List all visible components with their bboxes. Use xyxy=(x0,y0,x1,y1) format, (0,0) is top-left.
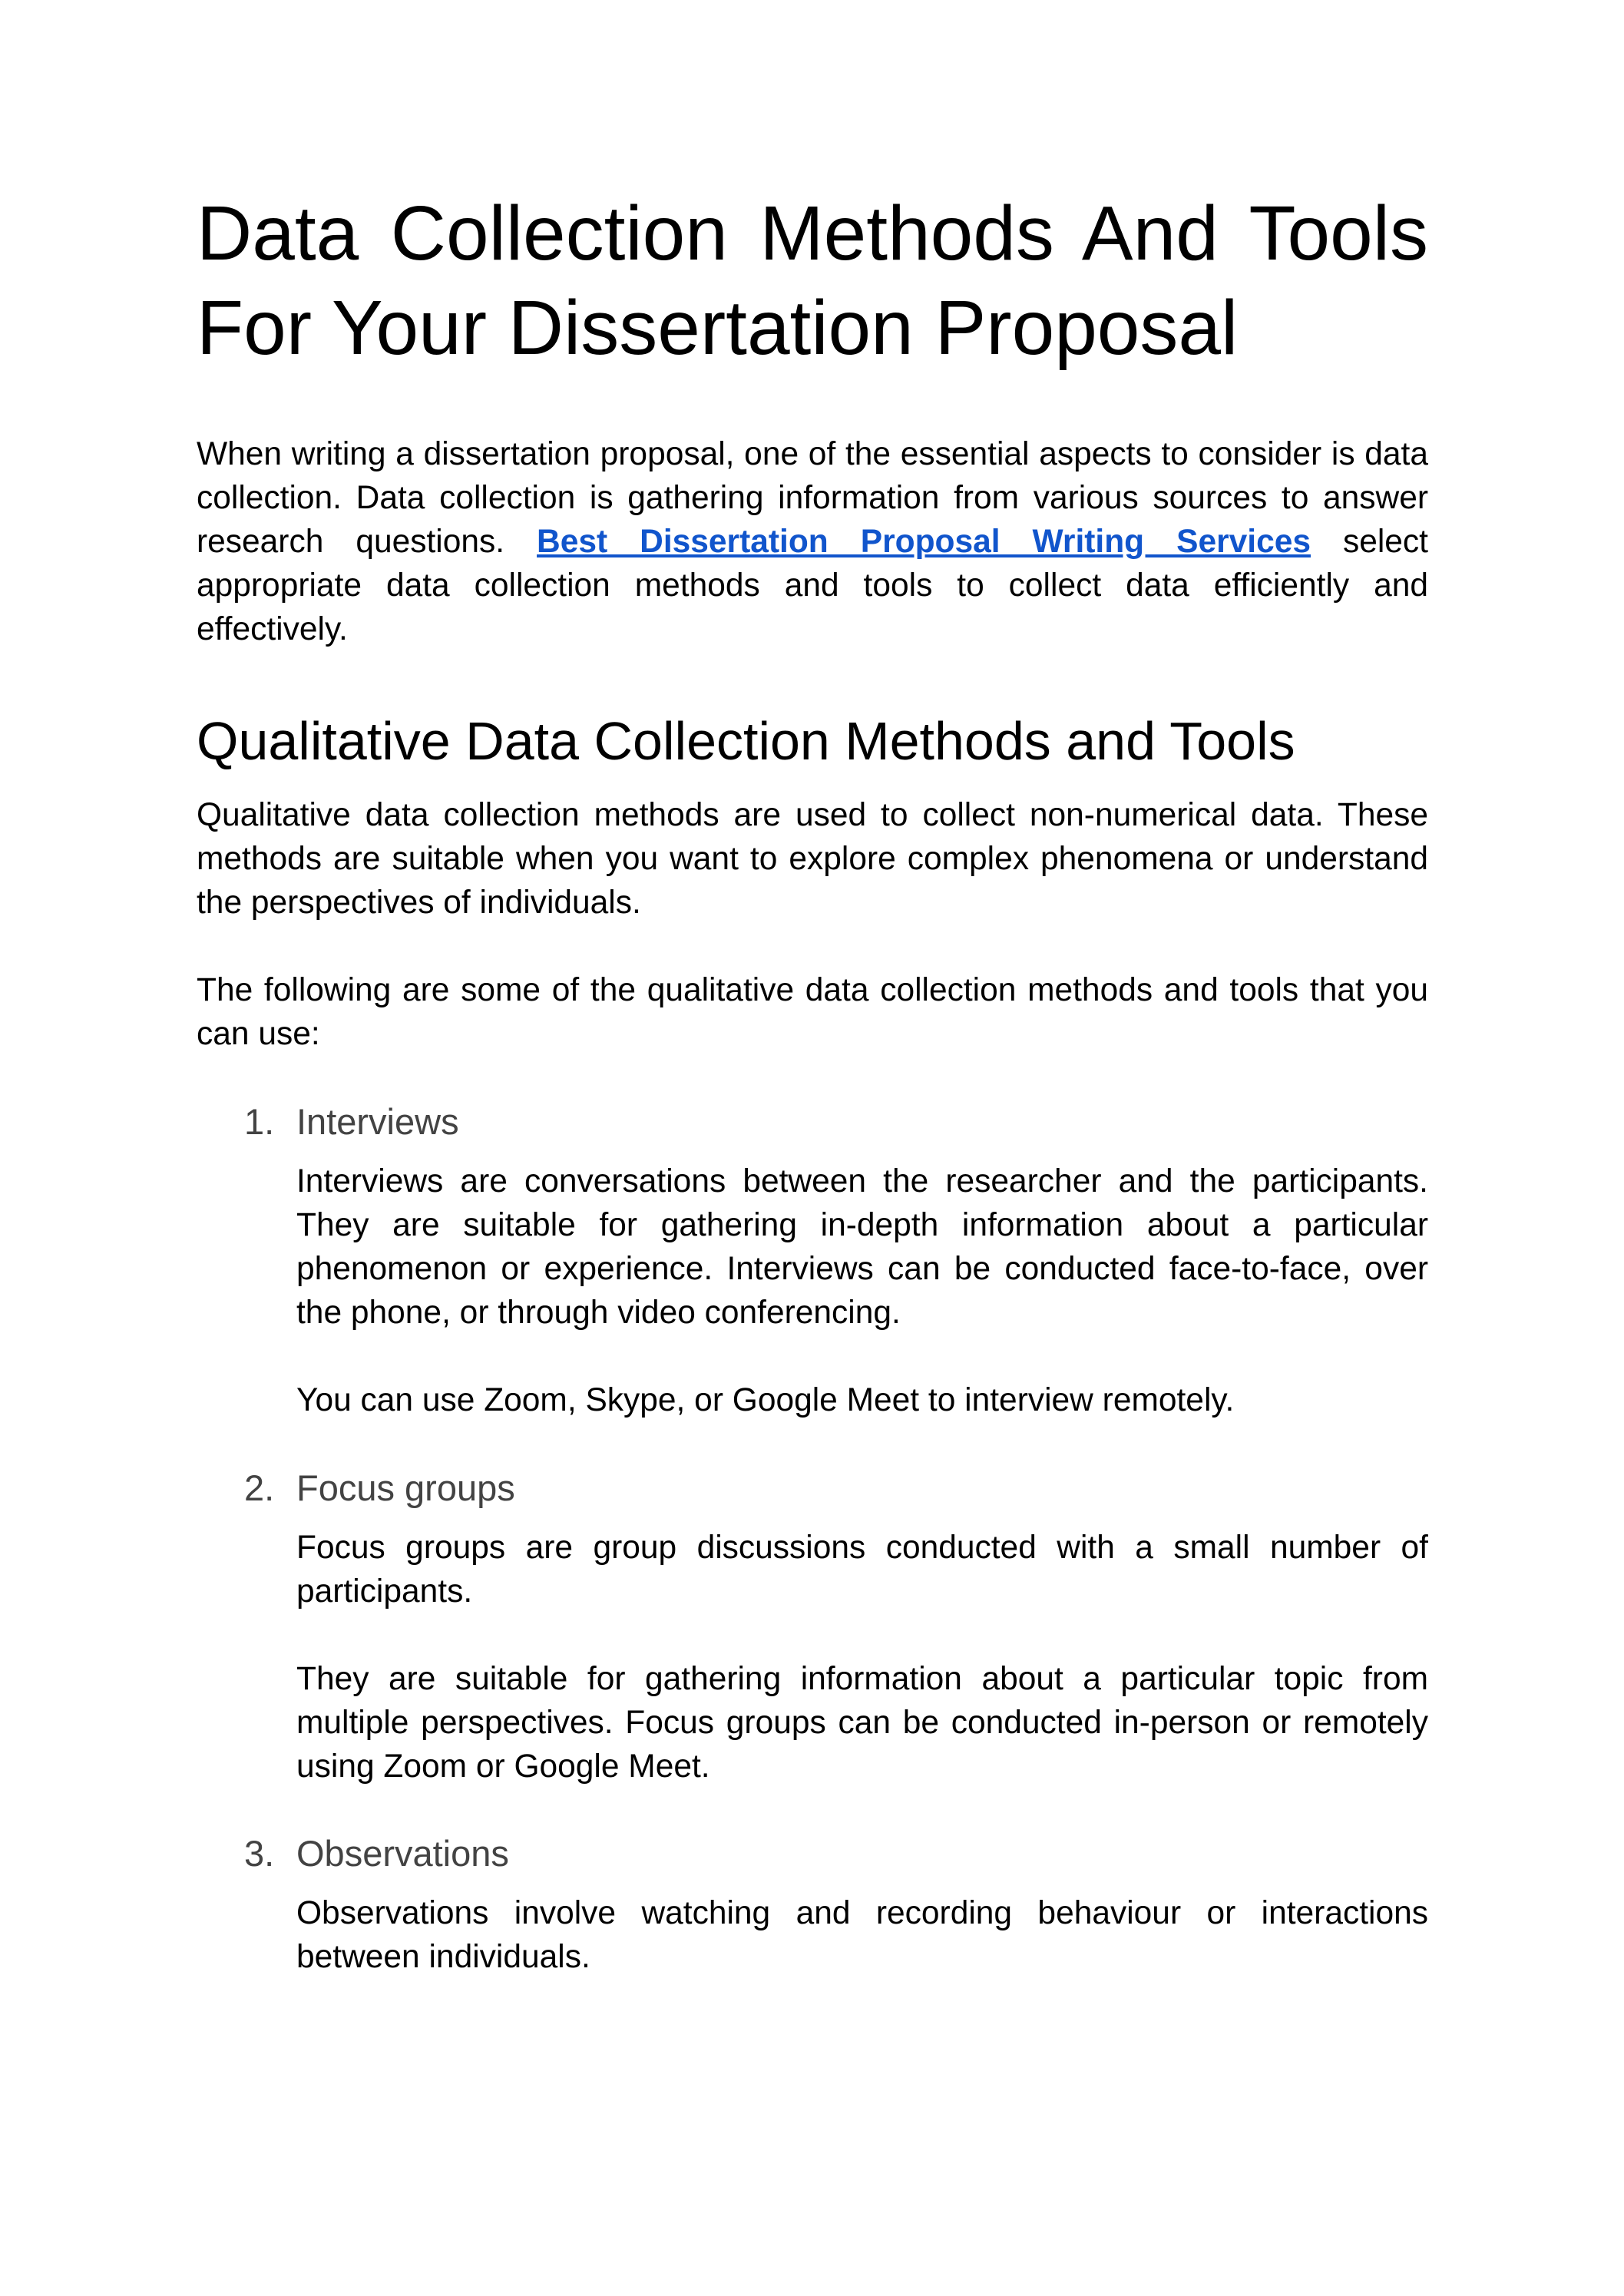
list-item-number: 3. xyxy=(244,1833,275,1874)
section-paragraph-1: Qualitative data collection methods are used to collect non-numerical data. These methods are suitable when you want to explore complex phenomena or understand the perspectives of individuals. xyxy=(197,797,1428,921)
section-heading-qualitative: Qualitative Data Collection Methods and Tools xyxy=(197,711,1295,771)
focus-groups-paragraph-2: They are suitable for gathering information about a particular topic from multiple perspectives. Focus groups can be conducted in-person or remotely using Zoom or Google Meet. xyxy=(296,1661,1428,1785)
interviews-paragraph-1: Interviews are conversations between the researcher and the participants. They are suitable for gathering in-depth information about a particular phenomenon or experience. Interviews can be conducted face-to-face, over the phone, or through video conferencing. xyxy=(296,1163,1428,1331)
list-item-title: Interviews xyxy=(296,1101,459,1142)
list-item-title: Focus groups xyxy=(296,1467,515,1508)
section-paragraph-2: The following are some of the qualitative data collection methods and tools that you can use: xyxy=(197,972,1428,1052)
intro-text-after-link: select appropriate data collection methods and tools to collect data efficiently and effectively. xyxy=(197,524,1428,647)
interviews-paragraph-2: You can use Zoom, Skype, or Google Meet to interview remotely. xyxy=(296,1382,1235,1418)
observations-paragraph-1: Observations involve watching and recording behaviour or interactions between individuals. xyxy=(296,1895,1428,1975)
intro-paragraph xyxy=(197,432,1428,651)
focus-groups-paragraph-1: Focus groups are group discussions conducted with a small number of participants. xyxy=(296,1530,1428,1610)
list-item-number: 1. xyxy=(244,1101,275,1142)
list-item-number: 2. xyxy=(244,1467,275,1508)
list-item-title: Observations xyxy=(296,1833,509,1874)
document-title: Data Collection Methods And Tools For Your Dissertation Proposal xyxy=(197,190,1428,371)
intro-text-before-link: When writing a dissertation proposal, one of the essential aspects to consider is data collection. Data collection is gathering information from various sources to answer research questions. xyxy=(197,436,1428,560)
dissertation-services-link[interactable]: Best Dissertation Proposal Writing Services xyxy=(537,524,1311,560)
